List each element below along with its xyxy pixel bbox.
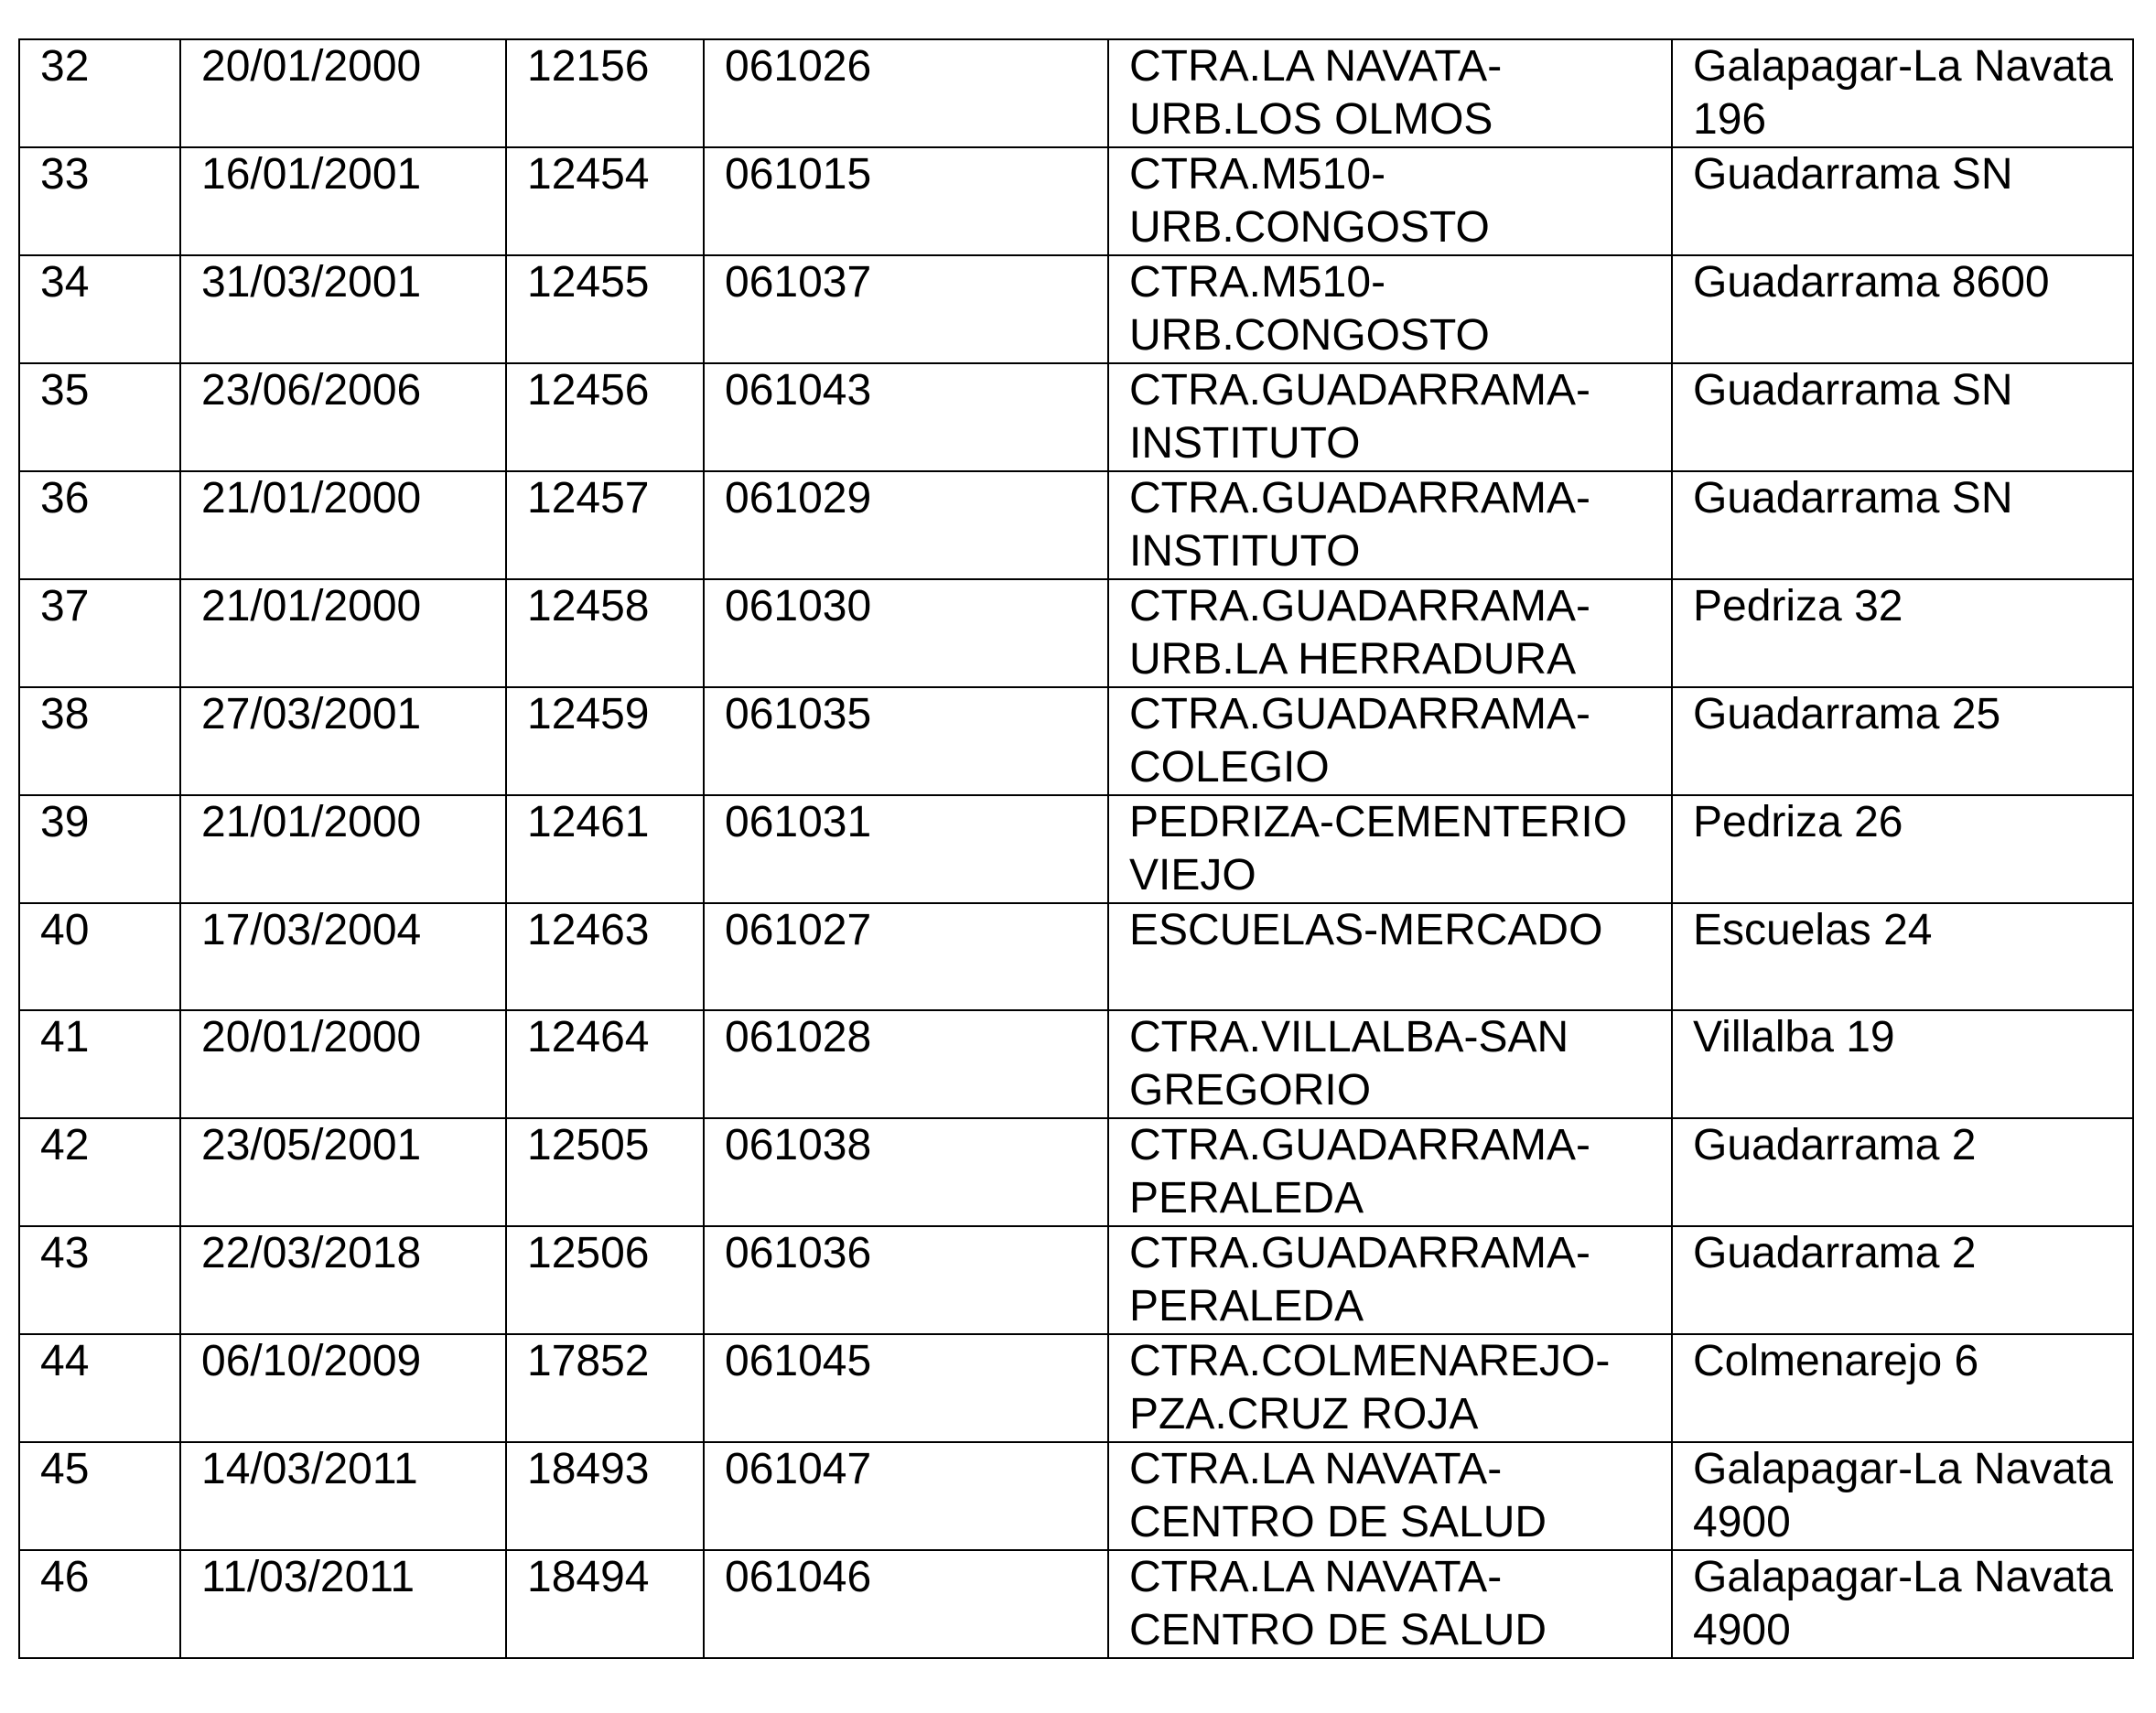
date-cell: 23/06/2006 (180, 363, 506, 471)
location-cell: Pedriza 26 (1672, 795, 2133, 903)
date-cell: 06/10/2009 (180, 1334, 506, 1442)
id-cell: 061043 (704, 363, 1108, 471)
description-cell: CTRA.LA NAVATA-URB.LOS OLMOS (1108, 39, 1672, 147)
table-row (19, 471, 2133, 579)
table-row (19, 39, 2133, 147)
id-cell: 061030 (704, 579, 1108, 687)
code-cell: 12459 (506, 687, 704, 795)
id-cell: 061045 (704, 1334, 1108, 1442)
description-cell: CTRA.M510-URB.CONGOSTO (1108, 255, 1672, 363)
code-cell: 12505 (506, 1118, 704, 1226)
row-number-cell: 33 (19, 147, 180, 255)
date-cell: 22/03/2018 (180, 1226, 506, 1334)
row-number-cell: 46 (19, 1550, 180, 1658)
description-cell: PEDRIZA-CEMENTERIO VIEJO (1108, 795, 1672, 903)
location-cell: Pedriza 32 (1672, 579, 2133, 687)
row-number-cell: 45 (19, 1442, 180, 1550)
date-cell: 17/03/2004 (180, 903, 506, 1010)
code-cell: 12461 (506, 795, 704, 903)
id-cell: 061038 (704, 1118, 1108, 1226)
row-number-cell: 39 (19, 795, 180, 903)
id-cell: 061027 (704, 903, 1108, 1010)
id-cell: 061036 (704, 1226, 1108, 1334)
location-cell: Galapagar-La Navata 4900 (1672, 1550, 2133, 1658)
code-cell: 12458 (506, 579, 704, 687)
id-cell: 061047 (704, 1442, 1108, 1550)
id-cell: 061029 (704, 471, 1108, 579)
description-cell: CTRA.GUADARRAMA-INSTITUTO (1108, 363, 1672, 471)
table-row (19, 1010, 2133, 1118)
description-cell: ESCUELAS-MERCADO (1108, 903, 1672, 1010)
location-cell: Guadarrama 2 (1672, 1118, 2133, 1226)
date-cell: 27/03/2001 (180, 687, 506, 795)
row-number-cell: 41 (19, 1010, 180, 1118)
description-cell: CTRA.COLMENAREJO-PZA.CRUZ ROJA (1108, 1334, 1672, 1442)
description-cell: CTRA.M510-URB.CONGOSTO (1108, 147, 1672, 255)
code-cell: 12456 (506, 363, 704, 471)
description-cell: CTRA.GUADARRAMA-PERALEDA (1108, 1118, 1672, 1226)
id-cell: 061046 (704, 1550, 1108, 1658)
code-cell: 12156 (506, 39, 704, 147)
location-cell: Galapagar-La Navata 196 (1672, 39, 2133, 147)
id-cell: 061035 (704, 687, 1108, 795)
date-cell: 11/03/2011 (180, 1550, 506, 1658)
table-body (19, 39, 2133, 1658)
date-cell: 31/03/2001 (180, 255, 506, 363)
date-cell: 23/05/2001 (180, 1118, 506, 1226)
description-cell: CTRA.GUADARRAMA-COLEGIO (1108, 687, 1672, 795)
description-cell: CTRA.LA NAVATA-CENTRO DE SALUD (1108, 1550, 1672, 1658)
table-row (19, 1226, 2133, 1334)
row-number-cell: 32 (19, 39, 180, 147)
date-cell: 21/01/2000 (180, 795, 506, 903)
id-cell: 061015 (704, 147, 1108, 255)
table-row (19, 903, 2133, 1010)
date-cell: 20/01/2000 (180, 39, 506, 147)
location-cell: Guadarrama 25 (1672, 687, 2133, 795)
table-row (19, 795, 2133, 903)
location-cell: Escuelas 24 (1672, 903, 2133, 1010)
table-row (19, 255, 2133, 363)
code-cell: 12506 (506, 1226, 704, 1334)
table-row (19, 1442, 2133, 1550)
row-number-cell: 43 (19, 1226, 180, 1334)
table-row (19, 579, 2133, 687)
code-cell: 12457 (506, 471, 704, 579)
location-cell: Guadarrama SN (1672, 147, 2133, 255)
code-cell: 17852 (506, 1334, 704, 1442)
date-cell: 16/01/2001 (180, 147, 506, 255)
location-cell: Guadarrama 8600 (1672, 255, 2133, 363)
location-cell: Guadarrama SN (1672, 363, 2133, 471)
row-number-cell: 44 (19, 1334, 180, 1442)
code-cell: 18494 (506, 1550, 704, 1658)
table-row (19, 1118, 2133, 1226)
table-row (19, 1334, 2133, 1442)
id-cell: 061028 (704, 1010, 1108, 1118)
table-row (19, 363, 2133, 471)
code-cell: 18493 (506, 1442, 704, 1550)
description-cell: CTRA.GUADARRAMA-INSTITUTO (1108, 471, 1672, 579)
location-cell: Guadarrama 2 (1672, 1226, 2133, 1334)
location-cell: Guadarrama SN (1672, 471, 2133, 579)
row-number-cell: 35 (19, 363, 180, 471)
row-number-cell: 38 (19, 687, 180, 795)
row-number-cell: 36 (19, 471, 180, 579)
description-cell: CTRA.GUADARRAMA-URB.LA HERRADURA (1108, 579, 1672, 687)
row-number-cell: 34 (19, 255, 180, 363)
id-cell: 061031 (704, 795, 1108, 903)
bus-stops-table (18, 38, 2134, 1659)
row-number-cell: 40 (19, 903, 180, 1010)
date-cell: 21/01/2000 (180, 579, 506, 687)
code-cell: 12454 (506, 147, 704, 255)
row-number-cell: 42 (19, 1118, 180, 1226)
date-cell: 20/01/2000 (180, 1010, 506, 1118)
id-cell: 061026 (704, 39, 1108, 147)
location-cell: Galapagar-La Navata 4900 (1672, 1442, 2133, 1550)
description-cell: CTRA.GUADARRAMA-PERALEDA (1108, 1226, 1672, 1334)
row-number-cell: 37 (19, 579, 180, 687)
description-cell: CTRA.VILLALBA-SAN GREGORIO (1108, 1010, 1672, 1118)
table-row (19, 147, 2133, 255)
code-cell: 12455 (506, 255, 704, 363)
code-cell: 12464 (506, 1010, 704, 1118)
id-cell: 061037 (704, 255, 1108, 363)
location-cell: Villalba 19 (1672, 1010, 2133, 1118)
code-cell: 12463 (506, 903, 704, 1010)
location-cell: Colmenarejo 6 (1672, 1334, 2133, 1442)
table-row (19, 687, 2133, 795)
table-row (19, 1550, 2133, 1658)
description-cell: CTRA.LA NAVATA-CENTRO DE SALUD (1108, 1442, 1672, 1550)
date-cell: 21/01/2000 (180, 471, 506, 579)
document-page (18, 38, 2132, 1659)
date-cell: 14/03/2011 (180, 1442, 506, 1550)
